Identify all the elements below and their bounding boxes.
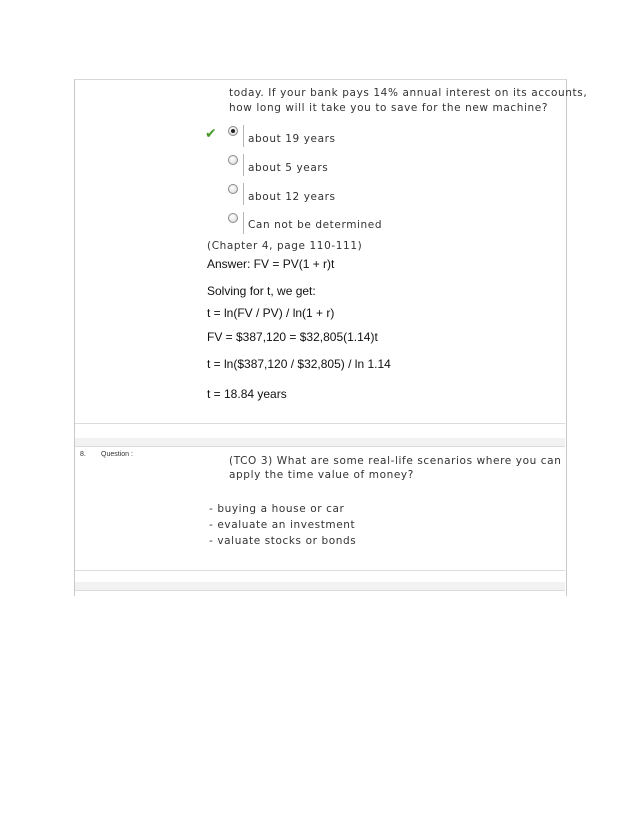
separator-band [75,438,565,446]
check-mark-icon: ✔ [205,126,217,142]
question-stem-line: how long will it take you to save for the new machine? [229,102,549,114]
option-divider [243,212,244,234]
answer-line: Answer: FV = PV(1 + r)t [207,257,335,271]
divider [75,423,565,424]
option-divider [243,125,244,147]
answer-line: Solving for t, we get: [207,284,316,298]
radio-button-icon[interactable] [228,126,238,136]
option-divider [243,154,244,176]
option-label[interactable]: about 12 years [248,191,336,203]
question-stem-line: apply the time value of money? [229,469,414,481]
answer-line: - valuate stocks or bonds [209,535,357,547]
answer-line: t = ln(FV / PV) / ln(1 + r) [207,306,335,320]
answer-line: t = 18.84 years [207,387,287,401]
question-stem-line: today. If your bank pays 14% annual interest on its accounts, [229,87,588,99]
answer-line: - evaluate an investment [209,519,356,531]
divider [75,446,565,447]
option-label[interactable]: about 5 years [248,162,329,174]
question-stem-line: (TCO 3) What are some real-life scenarios where you can [229,455,562,467]
answer-line: FV = $387,120 = $32,805(1.14)t [207,330,378,344]
question-number: 8. [80,451,86,458]
divider [75,570,565,571]
divider [75,590,565,591]
answer-line: - buying a house or car [209,503,345,515]
question-label: Question : [101,451,133,458]
chapter-reference: (Chapter 4, page 110-111) [207,240,363,252]
option-divider [243,183,244,205]
option-label[interactable]: Can not be determined [248,219,383,231]
option-label[interactable]: about 19 years [248,133,336,145]
separator-band [75,582,565,590]
radio-button-icon[interactable] [228,213,238,223]
answer-line: t = ln($387,120 / $32,805) / ln 1.14 [207,357,391,371]
radio-button-icon[interactable] [228,184,238,194]
radio-button-icon[interactable] [228,155,238,165]
